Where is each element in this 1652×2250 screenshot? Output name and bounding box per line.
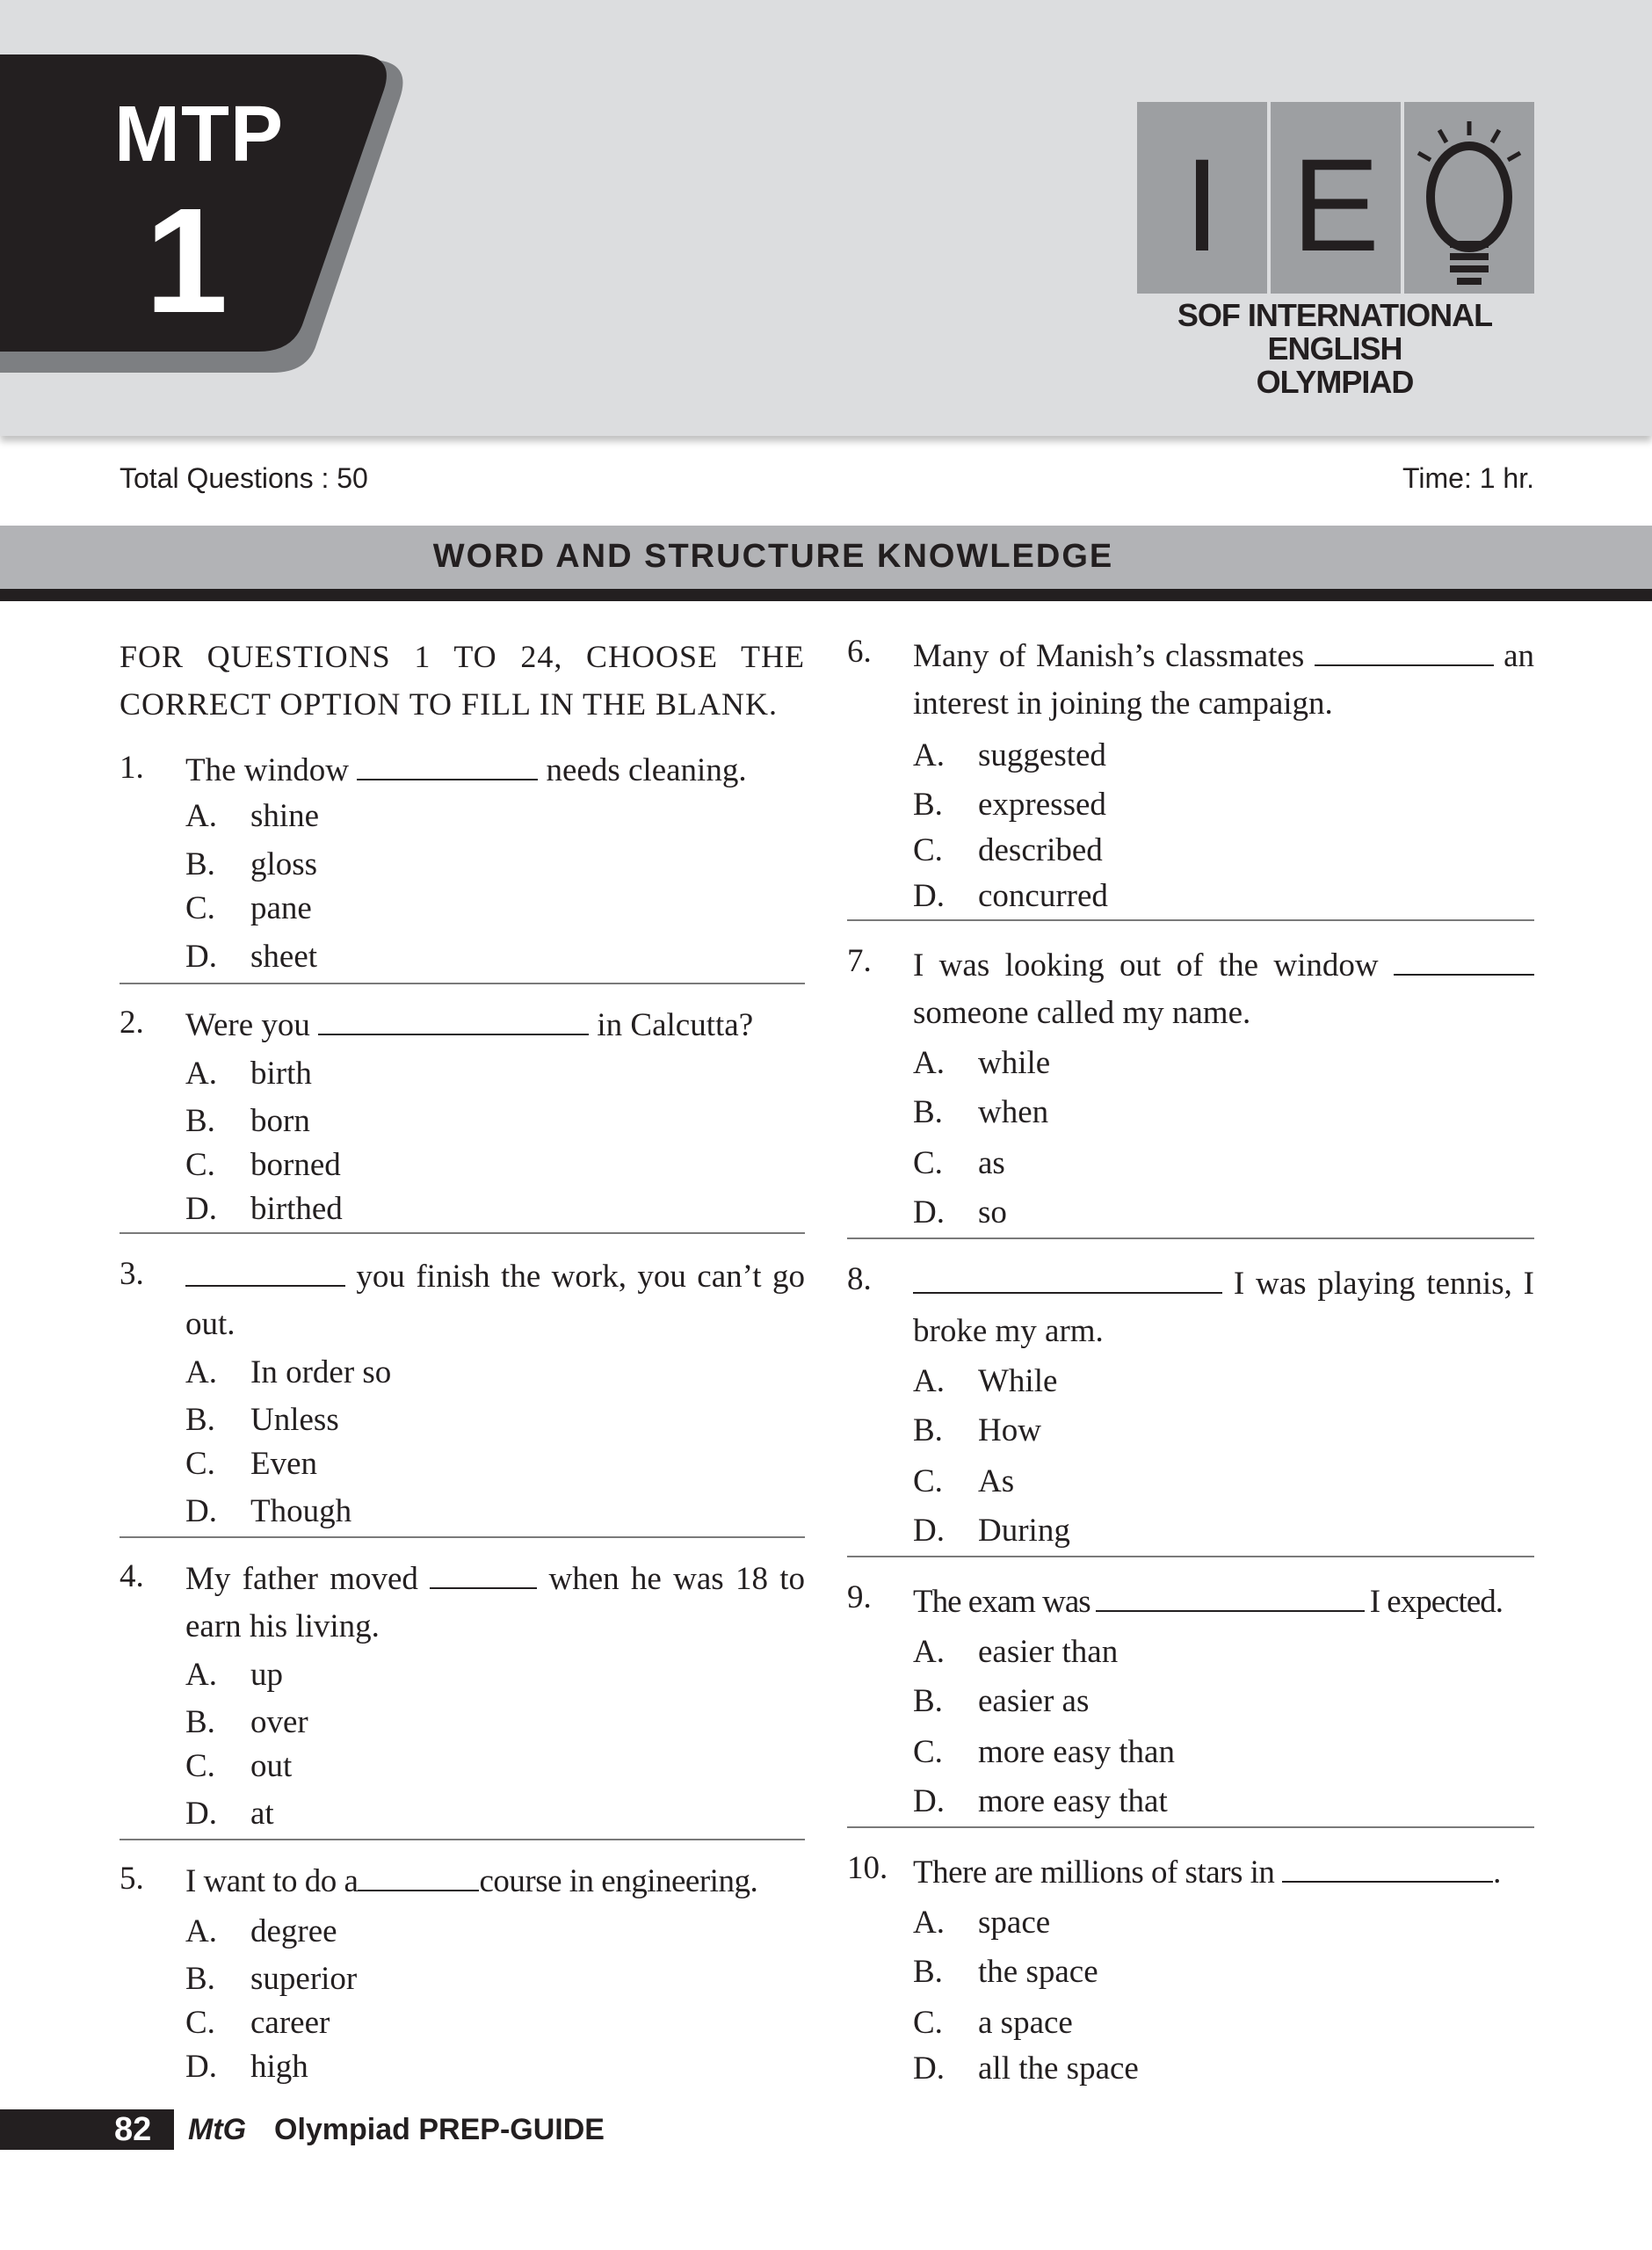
question-4: 4. My father moved when he was 18 to earn his living. A. up B. over C. out D. at (120, 1557, 805, 1839)
question-number: 8. (847, 1261, 872, 1297)
divider (120, 1536, 805, 1538)
question-number: 2. (120, 1005, 144, 1041)
question-stem: There are millions of stars in . (913, 1854, 1501, 1891)
question-number: 6. (847, 634, 872, 670)
ieo-logo (1137, 102, 1532, 297)
section-title: WORD AND STRUCTURE KNOWLEDGE (432, 538, 1114, 575)
question-stem: Were you in Calcutta? (185, 1007, 754, 1043)
badge-title: MTP (114, 91, 284, 178)
logo-letter-e: E (1291, 131, 1380, 279)
question-10: 10. There are millions of stars in . A. space B. the space C. a space D. all the space (847, 1849, 1534, 2104)
badge-number: 1 (145, 178, 228, 345)
question-1: 1. The window needs cleaning. A. shine B. gloss C. pane D. sheet (120, 749, 805, 986)
question-stem: I was looking out of the window someone called my name. (913, 942, 1534, 1037)
question-number: 4. (120, 1558, 144, 1594)
question-6: 6. Many of Manish’s classmates an interest in joining the campaign. A. suggested B. expressed C. described D. concurred (847, 634, 1535, 914)
footer-title: Olympiad PREP-GUIDE (274, 2113, 605, 2146)
logo-caption-line1: SOF INTERNATIONAL ENGLISH (1177, 297, 1493, 367)
question-3: 3. you finish the work, you can’t go out. A. In order so B. Unless C. Even D. Though (120, 1255, 805, 1536)
question-stem: I was playing tennis, I broke my arm. (913, 1266, 1535, 1349)
question-5: 5. I want to do a course in engineering. A. degree B. superior C. career D. high (120, 1860, 805, 2097)
question-8: 8. I was playing tennis, I broke my arm. A. While B. How C. As D. During (847, 1261, 1535, 1549)
page-header (0, 0, 1652, 436)
question-stem: The window needs cleaning. (185, 752, 747, 788)
divider (120, 1232, 805, 1234)
section-rule (0, 589, 1652, 601)
logo-caption (1137, 299, 1532, 399)
divider (120, 1839, 805, 1840)
question-stem: I want to do a course in engineering. (185, 1863, 758, 1899)
lightbulb-icon (1404, 102, 1534, 294)
logo-letter-i: I (1184, 131, 1221, 279)
divider (120, 983, 805, 984)
question-number: 9. (847, 1579, 872, 1615)
divider (847, 1238, 1534, 1239)
instructions: FOR QUESTIONS 1 TO 24, CHOOSE THE CORRECT OPTION TO FILL IN THE BLANK. (120, 639, 805, 722)
question-7: 7. I was looking out of the window someone called my name. A. while B. when C. as D. so (847, 942, 1534, 1241)
divider (847, 919, 1534, 921)
question-stem: you finish the work, you can’t go out. (185, 1259, 805, 1342)
page-number: 82 (114, 2111, 152, 2148)
divider (847, 1826, 1534, 1828)
question-number: 7. (847, 943, 872, 979)
mtp-badge (0, 54, 413, 378)
question-stem: The exam was I expected. (913, 1584, 1503, 1620)
question-9: 9. The exam was I expected. A. easier than B. easier as C. more easy than D. more easy that (847, 1579, 1534, 1833)
question-stem: Many of Manish’s classmates an interest in joining the campaign. (913, 638, 1535, 722)
total-questions: Total Questions : 50 (120, 462, 368, 494)
question-number: 5. (120, 1861, 144, 1897)
question-stem: My father moved when he was 18 to earn his living. (185, 1561, 806, 1644)
question-number: 1. (120, 750, 144, 786)
question-2: 2. Were you in Calcutta? A. birth B. born C. borned D. birthed (120, 1004, 805, 1232)
time-limit: Time: 1 hr. (1402, 462, 1534, 494)
divider (847, 1556, 1534, 1557)
logo-caption-line2: OLYMPIAD (1256, 364, 1414, 400)
question-number: 10. (847, 1850, 888, 1886)
mtg-logo: MtG (188, 2113, 247, 2146)
question-number: 3. (120, 1256, 144, 1292)
